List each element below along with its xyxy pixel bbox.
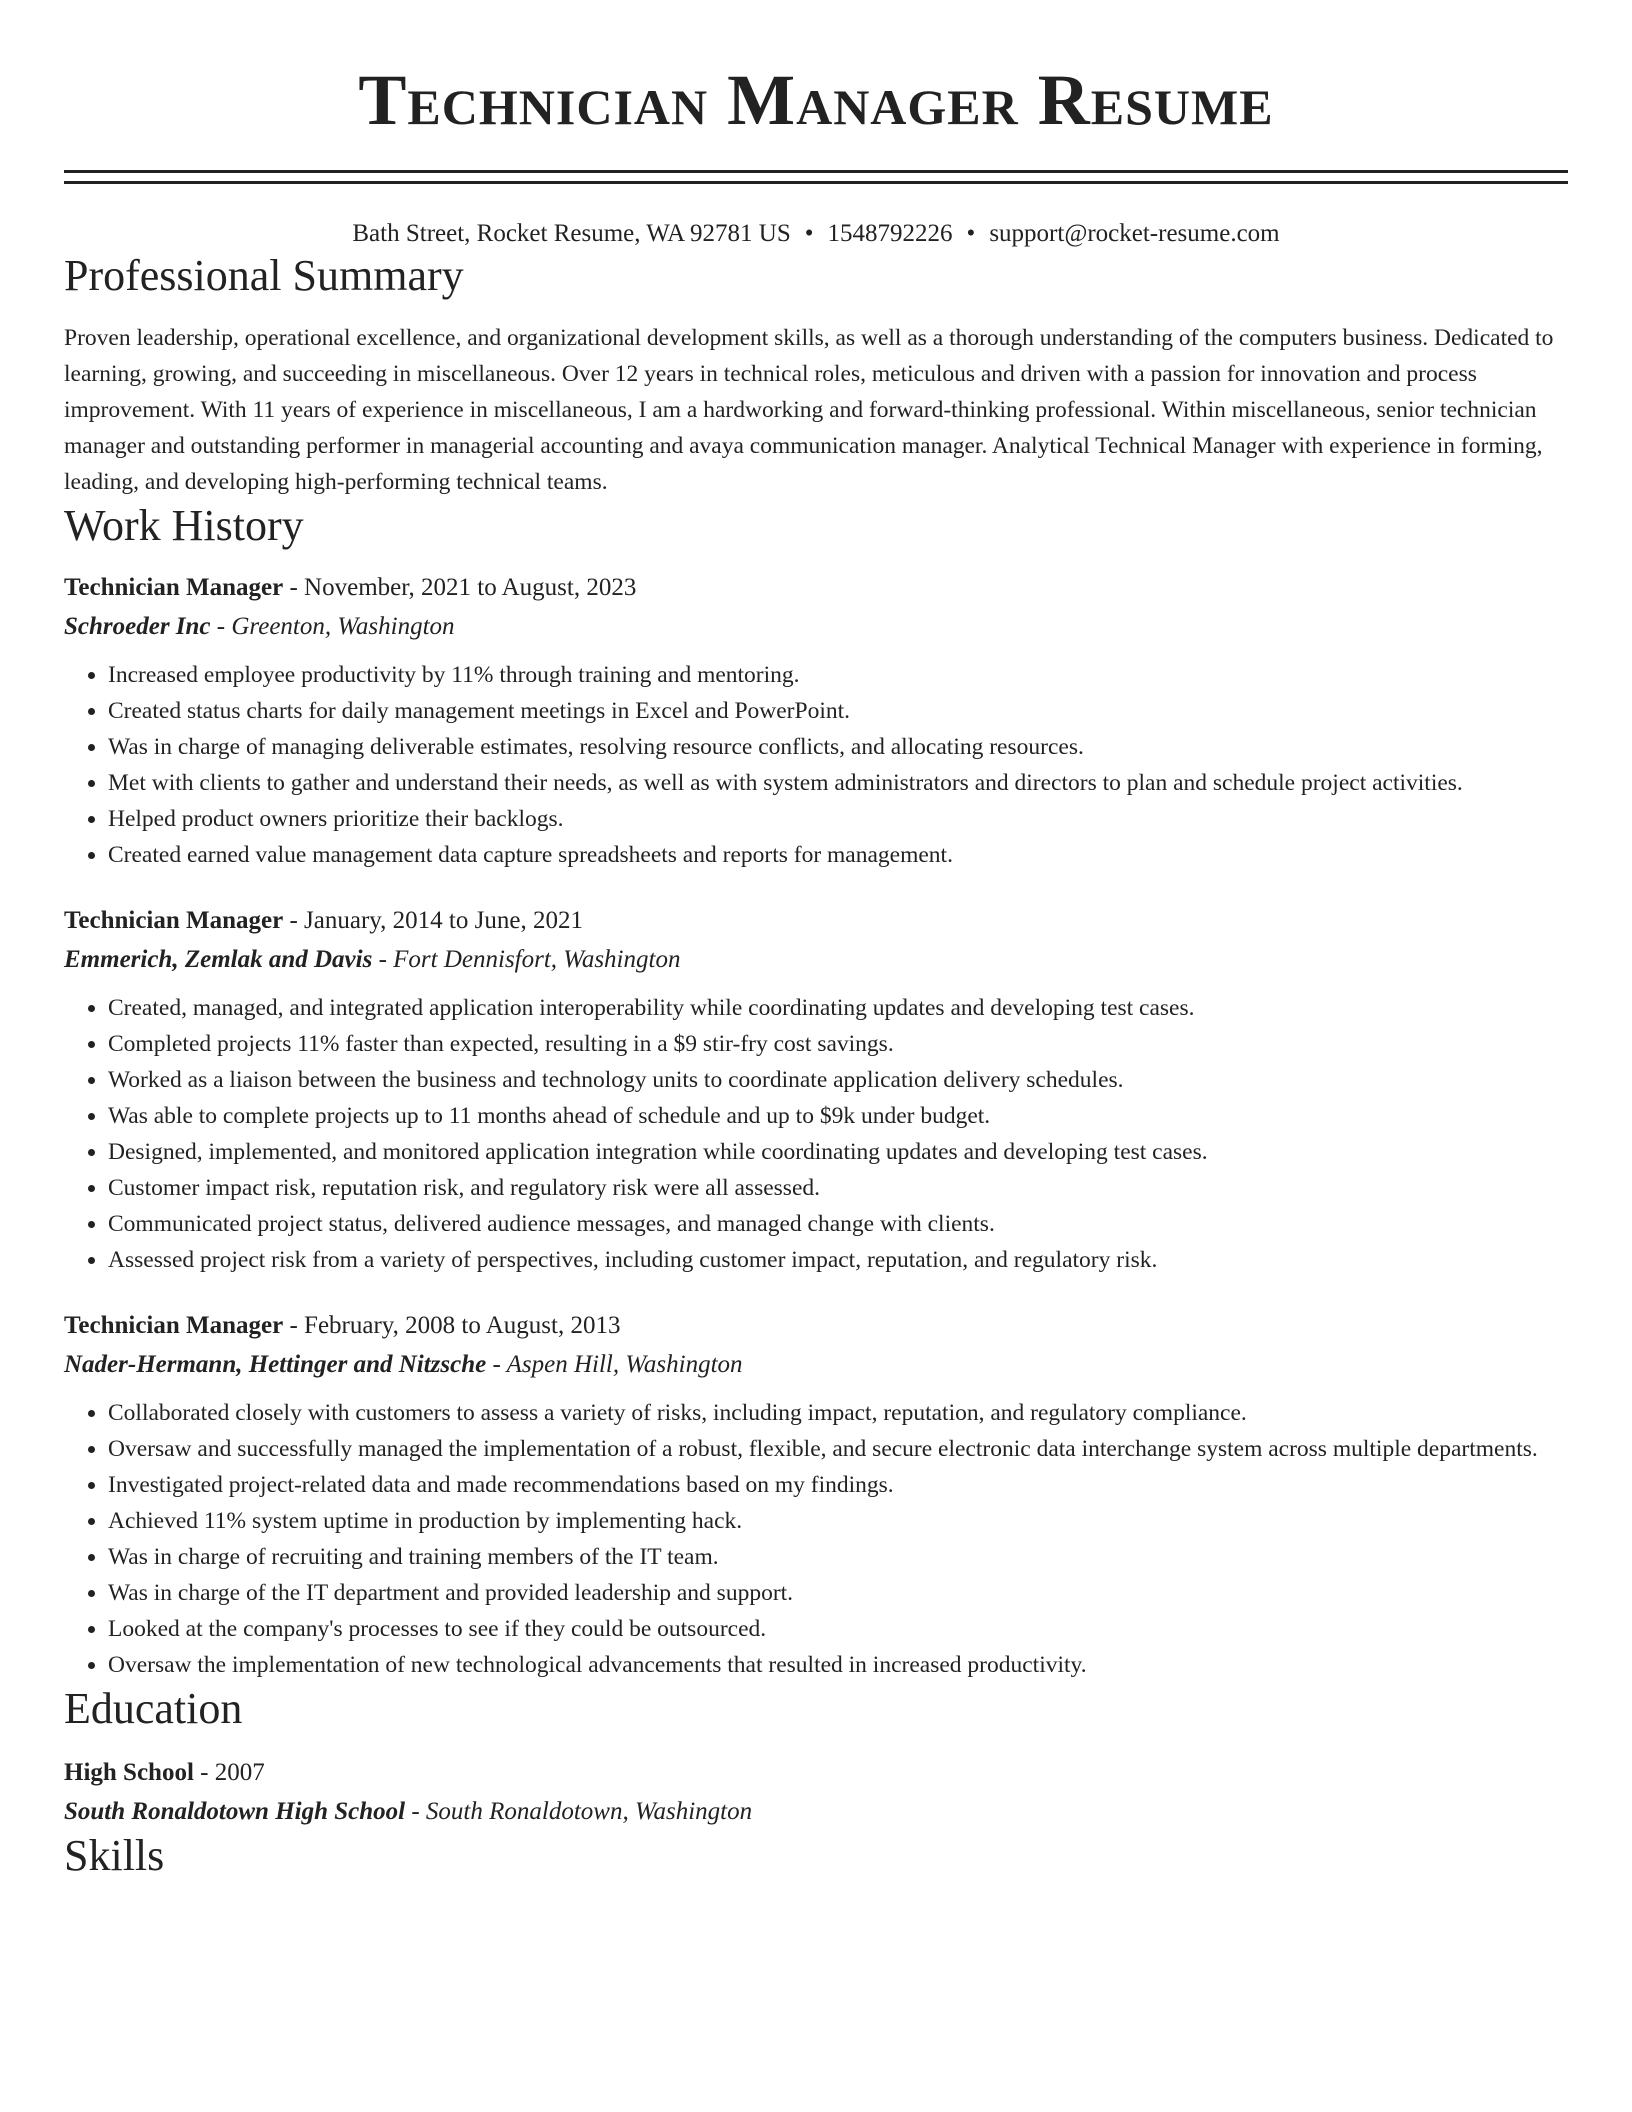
contact-address: Bath Street, Rocket Resume, WA 92781 US [352, 220, 791, 247]
job-bullet: • Was able to complete projects up to 11 months ahead of schedule and up to $9k under budget. [108, 1098, 1568, 1134]
degree-line [64, 1755, 1568, 1791]
job-dates: - November, 2021 to August, 2023 [283, 574, 637, 601]
degree: High School [64, 1759, 194, 1786]
job-bullet: • Customer impact risk, reputation risk, and regulatory risk were all assessed. [108, 1170, 1568, 1206]
job-bullet-list [64, 990, 1568, 1278]
job-bullet-list [64, 1395, 1568, 1683]
skills-heading: Skills [64, 1831, 165, 1880]
contact-separator: • [966, 220, 976, 247]
company-line [64, 942, 1568, 978]
job-title: Technician Manager [64, 1312, 284, 1339]
job-bullet-list [64, 657, 1568, 873]
job-entry [64, 903, 1568, 1278]
job-bullet: • Assessed project risk from a variety of perspectives, including customer impact, reputation, and regulatory risk. [108, 1242, 1568, 1278]
job-title: Technician Manager [64, 907, 284, 934]
job-bullet: • Created status charts for daily management meetings in Excel and PowerPoint. [108, 693, 1568, 729]
title-divider-thick [64, 170, 1568, 173]
school-line [64, 1794, 1568, 1830]
contact-email: support@rocket-resume.com [989, 220, 1280, 247]
job-bullet: • Met with clients to gather and understand their needs, as well as with system administrators and directors to plan and schedule project activities. [108, 765, 1568, 801]
resume-title: Technician Manager Resume [358, 60, 1274, 140]
job-bullet: • Collaborated closely with customers to assess a variety of risks, including impact, reputation, and regulatory compliance. [108, 1395, 1568, 1431]
job-entry [64, 570, 1568, 873]
work-history-heading: Work History [64, 501, 304, 550]
job-bullet: • Was in charge of recruiting and training members of the IT team. [108, 1539, 1568, 1575]
summary-heading: Professional Summary [64, 251, 464, 300]
job-bullet: • Designed, implemented, and monitored application integration while coordinating updates and developing test cases. [108, 1134, 1568, 1170]
title-divider-thin [64, 181, 1568, 184]
job-bullet: • Helped product owners prioritize their backlogs. [108, 801, 1568, 837]
company-name: Nader-Hermann, Hettinger and Nitzsche [64, 1351, 487, 1378]
job-bullet: • Worked as a liaison between the business and technology units to coordinate application delivery schedules. [108, 1062, 1568, 1098]
contact-phone: 1548792226 [827, 220, 953, 247]
job-bullet: • Investigated project-related data and made recommendations based on my findings. [108, 1467, 1568, 1503]
job-bullet: • Oversaw and successfully managed the implementation of a robust, flexible, and secure electronic data interchange system across multiple departments. [108, 1431, 1568, 1467]
company-location: - Greenton, Washington [210, 613, 455, 640]
job-title-line [64, 903, 1568, 939]
education-entry [64, 1755, 1568, 1830]
job-bullet: • Was in charge of managing deliverable estimates, resolving resource conflicts, and allocating resources. [108, 729, 1568, 765]
school-name: South Ronaldotown High School [64, 1798, 406, 1825]
company-location: - Aspen Hill, Washington [486, 1351, 743, 1378]
job-bullet: • Communicated project status, delivered audience messages, and managed change with clients. [108, 1206, 1568, 1242]
company-name: Emmerich, Zemlak and Davis [64, 946, 373, 973]
company-line [64, 1347, 1568, 1383]
job-bullet: • Created earned value management data capture spreadsheets and reports for management. [108, 837, 1568, 873]
company-line [64, 609, 1568, 645]
job-bullet: • Looked at the company's processes to see if they could be outsourced. [108, 1611, 1568, 1647]
contact-separator: • [804, 220, 814, 247]
school-location: - South Ronaldotown, Washington [405, 1798, 753, 1825]
company-location: - Fort Dennisfort, Washington [372, 946, 681, 973]
job-title: Technician Manager [64, 574, 284, 601]
job-bullet: • Completed projects 11% faster than expected, resulting in a $9 stir-fry cost savings. [108, 1026, 1568, 1062]
education-heading: Education [64, 1684, 243, 1733]
company-name: Schroeder Inc [64, 613, 211, 640]
graduation-year: - 2007 [193, 1759, 265, 1786]
job-entry [64, 1308, 1568, 1683]
job-title-line [64, 1308, 1568, 1344]
job-bullet: • Achieved 11% system uptime in production by implementing hack. [108, 1503, 1568, 1539]
contact-line [64, 218, 1568, 250]
job-title-line [64, 570, 1568, 606]
job-dates: - January, 2014 to June, 2021 [283, 907, 583, 934]
job-bullet: • Increased employee productivity by 11% through training and mentoring. [108, 657, 1568, 693]
job-bullet: • Oversaw the implementation of new technological advancements that resulted in increased productivity. [108, 1647, 1568, 1683]
job-bullet: • Created, managed, and integrated application interoperability while coordinating updates and developing test cases. [108, 990, 1568, 1026]
summary-text: Proven leadership, operational excellence, and organizational development skills, as well as a thorough understanding of the computers business. Dedicated to learning, growing, and succeeding in miscellaneous. Over 12 years in technical roles, meticulous and driven with a passion for innovation and process improvement. With 11 years of experience in miscellaneous, I am a hardworking and forward-thinking professional. Within miscellaneous, senior technician manager and outstanding performer in managerial accounting and avaya communication manager. Analytical Technical Manager with experience in forming, leading, and developing high-performing technical teams. [64, 325, 1554, 495]
job-dates: - February, 2008 to August, 2013 [283, 1312, 621, 1339]
job-bullet: • Was in charge of the IT department and provided leadership and support. [108, 1575, 1568, 1611]
